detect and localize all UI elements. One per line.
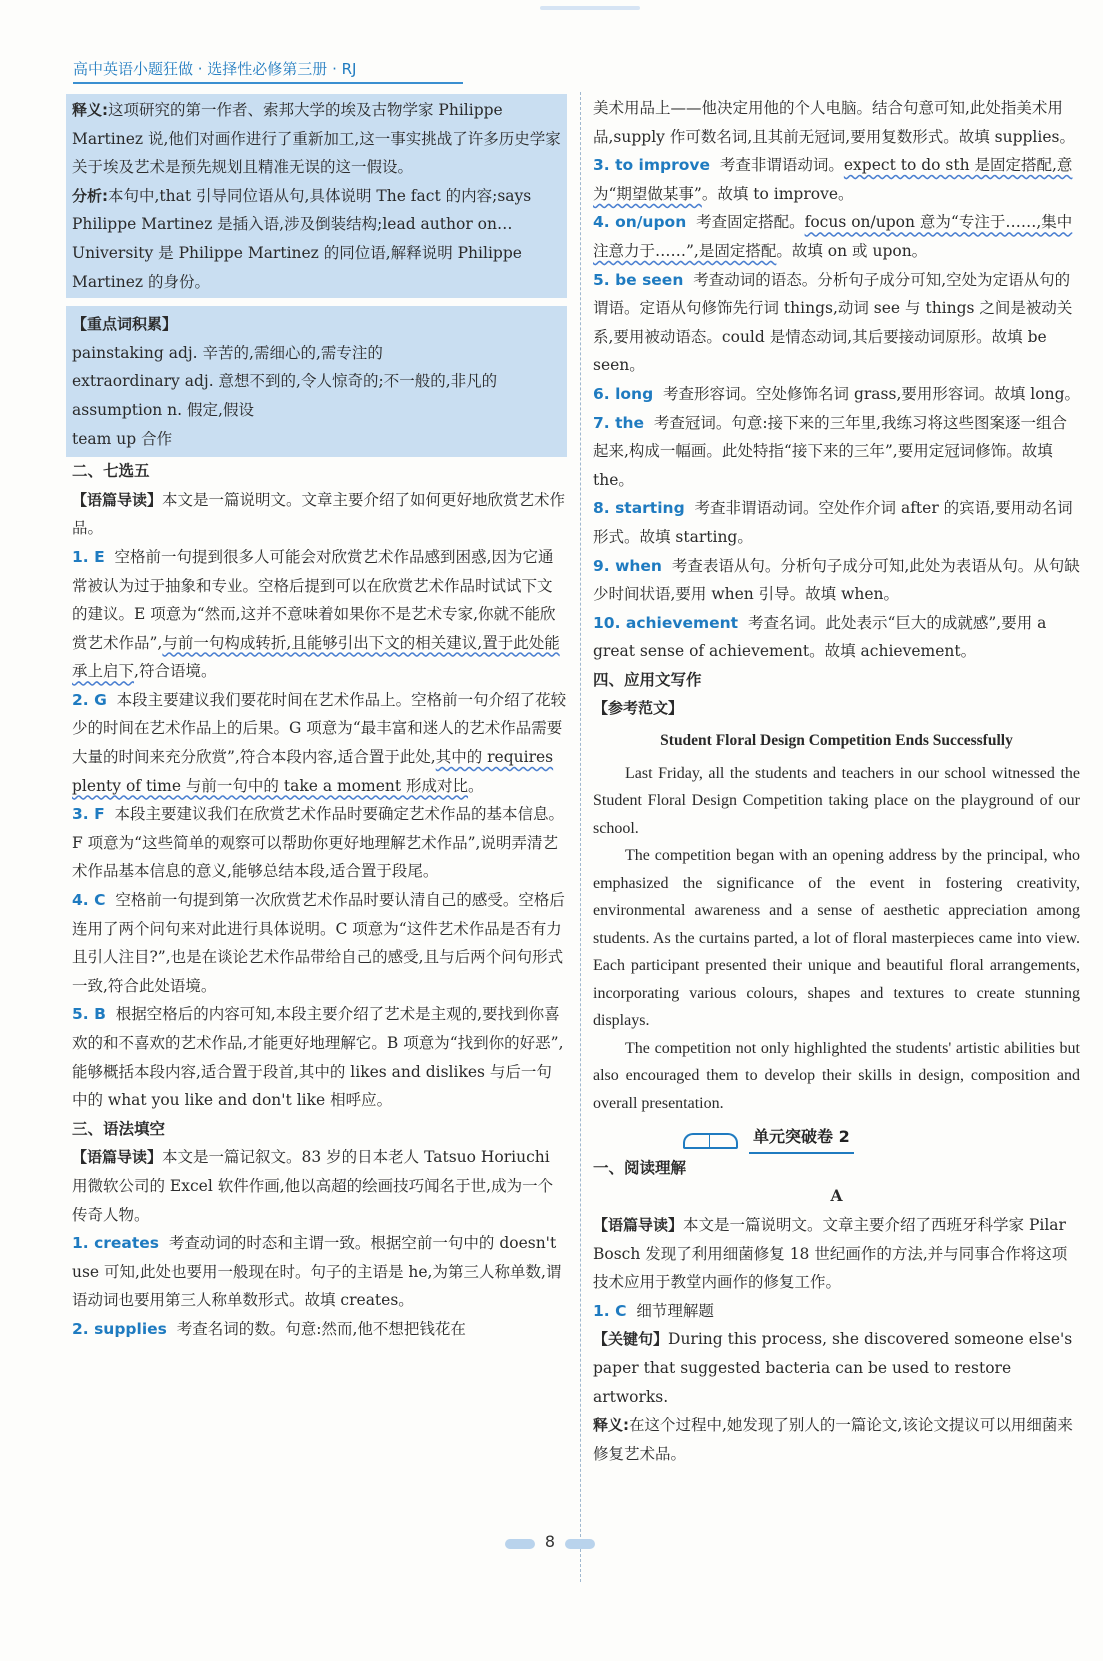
answer-key: 10. achievement bbox=[593, 613, 739, 632]
column-divider bbox=[580, 92, 581, 1582]
answer-q4 bbox=[72, 886, 567, 1000]
answer-key: 4. C bbox=[72, 891, 106, 910]
open-book-icon bbox=[683, 1129, 739, 1147]
shiyi-text: 这项研究的第一作者、索邦大学的埃及古物学家 Philippe Martinez 说,他们对画作进行了重新加工,这一事实挑战了许多历史学家关于埃及艺术是预先规划且精准无误的这一假设。 bbox=[72, 101, 561, 177]
guide-para bbox=[72, 486, 567, 543]
answer-text: 考查名词的数。句意:然而,他不想把钱花在 bbox=[176, 1319, 466, 1338]
answer-highlight: 与前一句构成转折,且能够引出下文的相关建议,置于此处能承上启下 bbox=[72, 633, 560, 681]
answer-key: 2. supplies bbox=[72, 1319, 167, 1338]
answer-text: 根据空格后的内容可知,本段主要介绍了艺术是主观的,要找到你喜欢的和不喜欢的艺术作品,才能更好地理解它。B 项意为“找到你的好恶”,能够概括本段内容,适合置于段首,其中的 likes and dislikes 与后一句中的 what you like and don't like 相呼应。 bbox=[72, 1005, 564, 1110]
answer-highlight: expect to do sth 是固定搭配,意为“期望做某事” bbox=[593, 156, 1073, 203]
answer-text: 考查形容词。空处修饰名词 grass,要用形容词。故填 long。 bbox=[663, 384, 1080, 403]
running-header: 高中英语小题狂做 · 选择性必修第三册 · RJ bbox=[73, 60, 357, 78]
answer-text: 细节理解题 bbox=[636, 1301, 714, 1320]
answer-text: 。 bbox=[468, 776, 484, 795]
answer-key: 1. E bbox=[72, 547, 105, 566]
essay-paragraph: Last Friday, all the students and teachers in our school witnessed the Student Floral Design Competition taking place on the playground of our school. bbox=[593, 764, 1080, 837]
answer-text: 。故填 on 或 upon。 bbox=[776, 241, 928, 260]
answer-text: 本段主要建议我们在欣赏艺术作品时要确定艺术作品的基本信息。F 项意为“这些简单的观察可以帮助你更好地理解艺术作品”,说明弄清艺术作品基本信息的意义,能够总结本段,适合置于段尾。 bbox=[72, 805, 565, 881]
essay-paragraph: The competition not only highlighted the students' artistic abilities but also encouraged them to develop their skills in design, composition and overall presentation. bbox=[593, 1039, 1080, 1112]
answer-q2 bbox=[72, 686, 567, 800]
right-column bbox=[593, 94, 1080, 1468]
answer-text: 考查非谓语动词。 bbox=[719, 156, 844, 175]
key-label: 【关键句】 bbox=[593, 1330, 669, 1349]
answer-highlight: 其中的 requires plenty of time 与前一句中的 take a moment 形成对比 bbox=[72, 748, 554, 795]
guide-label: 【语篇导读】 bbox=[593, 1215, 684, 1234]
page-number: 8 bbox=[544, 1532, 556, 1551]
grammar-g4 bbox=[593, 208, 1080, 265]
answer-text: 考查表语从句。分析句子成分可知,此处为表语从句。从句缺少时间状语,要用 when 引导。故填 when。 bbox=[593, 556, 1080, 604]
analysis-box bbox=[66, 94, 567, 298]
left-column bbox=[72, 94, 567, 1344]
model-essay bbox=[593, 760, 1080, 1118]
answer-key: 1. C bbox=[593, 1301, 627, 1320]
answer-key: 9. when bbox=[593, 556, 662, 575]
section-heading: 三、语法填空 bbox=[72, 1119, 166, 1138]
answer-key: 3. F bbox=[72, 805, 105, 824]
vocab-item: painstaking adj. 辛苦的,需细心的,需专注的 bbox=[72, 343, 383, 362]
grammar-g7 bbox=[593, 409, 1080, 495]
vocab-title: 【重点词积累】 bbox=[72, 315, 178, 334]
grammar-g1 bbox=[72, 1229, 567, 1315]
vocab-item: assumption n. 假定,假设 bbox=[72, 400, 254, 419]
page-number-badge bbox=[505, 1532, 595, 1554]
answer-key: 3. to improve bbox=[593, 156, 710, 175]
answer-text: 考查名词。此处表示“巨大的成就感”,要用 a great sense of achievement。故填 achievement。 bbox=[593, 613, 1047, 661]
section-heading: 四、应用文写作 bbox=[593, 670, 702, 689]
guide-para bbox=[72, 1143, 567, 1229]
answer-q5 bbox=[72, 1000, 567, 1114]
shiyi-label: 释义: bbox=[72, 101, 108, 119]
answer-key: 7. the bbox=[593, 413, 645, 432]
answer-key: 6. long bbox=[593, 384, 654, 403]
essay-title: Student Floral Design Competition Ends Successfully bbox=[660, 732, 1013, 750]
guide-text: 本文是一篇记叙文。83 岁的日本老人 Tatsuo Horiuchi 用微软公司的 Excel 软件作画,他以高超的绘画技巧闻名于世,成为一个传奇人物。 bbox=[72, 1148, 554, 1224]
page-pill-left bbox=[505, 1539, 535, 1549]
answer-key: 2. G bbox=[72, 690, 107, 709]
fenxi-para bbox=[72, 182, 561, 296]
vocab-item: team up 合作 bbox=[72, 429, 173, 448]
shiyi-label: 释义: bbox=[593, 1416, 629, 1435]
page-pill-right bbox=[565, 1539, 595, 1549]
answer-text: 考查固定搭配。 bbox=[696, 213, 805, 232]
guide-para bbox=[593, 1211, 1080, 1297]
grammar-g6 bbox=[593, 380, 1080, 409]
answer-key: 1. creates bbox=[72, 1234, 160, 1253]
header-rule bbox=[73, 82, 463, 84]
grammar-g8 bbox=[593, 494, 1080, 551]
answer-highlight: focus on/upon 意为“专注于……,集中注意力于……”,是固定搭配 bbox=[593, 213, 1073, 260]
answer-text: 。故填 to improve。 bbox=[701, 184, 854, 203]
answer-key: 4. on/upon bbox=[593, 213, 687, 232]
guide-label: 【语篇导读】 bbox=[72, 490, 163, 509]
shiyi-para bbox=[593, 1411, 1080, 1468]
fenxi-label: 分析: bbox=[72, 186, 108, 205]
vocab-box bbox=[66, 306, 567, 457]
shiyi-para bbox=[72, 96, 561, 182]
key-text: During this process, she discovered someone else's paper that suggested bacteria can be used to restore artworks. bbox=[593, 1330, 1073, 1406]
unit-title: 单元突破卷 2 bbox=[749, 1123, 854, 1154]
guide-text: 本文是一篇说明文。文章主要介绍了西班牙科学家 Pilar Bosch 发现了利用细菌修复 18 世纪画作的方法,并与同事合作将这项技术应用于教堂内画作的修复工作。 bbox=[593, 1215, 1068, 1292]
grammar-g9 bbox=[593, 552, 1080, 609]
answer-text: ,符合语境。 bbox=[134, 662, 217, 681]
grammar-g5 bbox=[593, 266, 1080, 380]
key-sentence bbox=[593, 1325, 1080, 1411]
guide-label: 【语篇导读】 bbox=[72, 1148, 163, 1167]
answer-q3 bbox=[72, 800, 567, 886]
reading-a1 bbox=[593, 1297, 1080, 1326]
grammar-g2 bbox=[72, 1315, 567, 1344]
answer-text: 空格前一句提到很多人可能会对欣赏艺术作品感到困惑,因为它通常被认为过于抽象和专业。空格后提到可以在欣赏艺术作品时试试下文的建议。E 项意为“然而,这并不意味着如果你不是艺术专家,你就不能欣赏艺术作品”, bbox=[72, 547, 556, 652]
part-label: A bbox=[830, 1186, 843, 1206]
answer-text: 考查冠词。句意:接下来的三年里,我练习将这些图案逐一组合起来,构成一幅画。此处特指“接下来的三年”,要用定冠词修饰。故填 the。 bbox=[593, 413, 1068, 489]
unit-banner bbox=[683, 1123, 1080, 1154]
answer-q1 bbox=[72, 543, 567, 686]
answer-key: 8. starting bbox=[593, 499, 685, 518]
section-heading: 二、七选五 bbox=[72, 462, 150, 481]
reference-label: 【参考范文】 bbox=[593, 699, 684, 718]
fenxi-text: 本句中,that 引导同位语从句,具体说明 The fact 的内容;says Philippe Martinez 是插入语,涉及倒装结构;lead author on…University 是 Philippe Martinez 的同位语,解释说明 Philippe Martinez 的身份。 bbox=[72, 186, 532, 291]
answer-key: 5. B bbox=[72, 1005, 106, 1024]
answer-text: 考查动词的时态和主谓一致。根据空前一句中的 doesn't use 可知,此处也要用一般现在时。句子的主语是 he,为第三人称单数,谓语动词也要用第三人称单数形式。故填 creates。 bbox=[72, 1234, 562, 1310]
answer-text: 考查动词的语态。分析句子成分可知,空处为定语从句的谓语。定语从句修饰先行词 things,动词 see 与 things 之间是被动关系,要用被动语态。could 是情态动词,其后要接动词原形。故填 be seen。 bbox=[593, 270, 1073, 375]
essay-paragraph: The competition began with an opening address by the principal, who emphasized the significance of the event in fostering creativity, environmental awareness and a sense of aesthetic appreciation among students. As the curtains parted, a lot of floral masterpieces came into view. Each participant presented their unique and beautiful floral arrangements, incorporating various colours, shapes and textures to create stunning displays. bbox=[593, 847, 1080, 1030]
section-heading: 一、阅读理解 bbox=[593, 1158, 687, 1177]
vocab-item: extraordinary adj. 意想不到的,令人惊奇的;不一般的,非凡的 bbox=[72, 372, 498, 391]
answer-text: 考查非谓语动词。空处作介词 after 的宾语,要用动名词形式。故填 starting。 bbox=[593, 499, 1073, 546]
answer-text: 空格前一句提到第一次欣赏艺术作品时要认清自己的感受。空格后连用了两个问句来对此进行具体说明。C 项意为“这件艺术作品是否有力且引人注目?”,也是在谈论艺术作品带给自己的感受,且与后两个问句形式一致,符合此处语境。 bbox=[72, 891, 565, 995]
shiyi-text: 在这个过程中,她发现了别人的一篇论文,该论文提议可以用细菌来修复艺术品。 bbox=[593, 1416, 1073, 1463]
top-decor-bar bbox=[540, 6, 640, 10]
grammar-g10 bbox=[593, 609, 1080, 666]
grammar-g3 bbox=[593, 151, 1080, 208]
guide-text: 本文是一篇说明文。文章主要介绍了如何更好地欣赏艺术作品。 bbox=[72, 490, 566, 538]
answer-key: 5. be seen bbox=[593, 270, 684, 289]
answer-text: 本段主要建议我们要花时间在艺术作品上。空格前一句介绍了花较少的时间在艺术作品上的后果。G 项意为“最丰富和迷人的艺术作品需要大量的时间来充分欣赏”,符合本段内容,适合置于此处, bbox=[72, 690, 567, 767]
grammar-g2-continued: 美术用品上——他决定用他的个人电脑。结合句意可知,此处指美术用品,supply 作可数名词,且其前无冠词,要用复数形式。故填 supplies。 bbox=[593, 99, 1075, 146]
